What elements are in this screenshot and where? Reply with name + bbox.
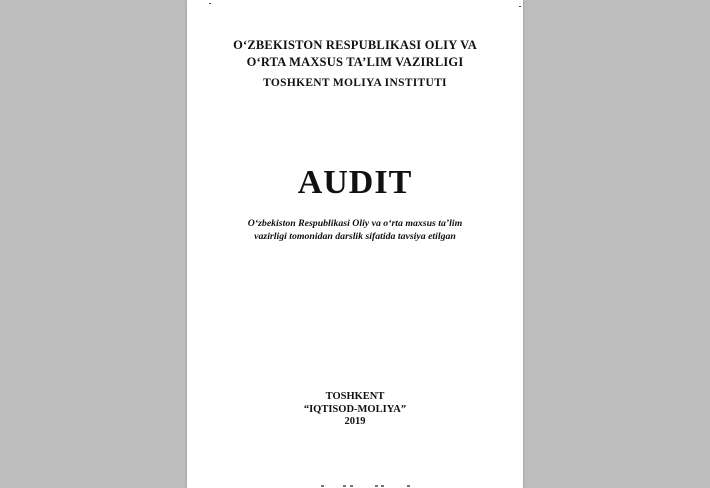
approval-line-1: O‘zbekiston Respublikasi Oliy va o‘rta maxsus ta’lim bbox=[247, 218, 463, 229]
imprint-year: 2019 bbox=[344, 416, 366, 427]
ministry-line-1: O‘ZBEKISTON RESPUBLIKASI OLIY VA bbox=[233, 38, 477, 52]
ministry-line-2: O‘RTA MAXSUS TA’LIM VAZIRLIGI bbox=[246, 55, 464, 69]
document-page bbox=[187, 0, 523, 488]
approval-note bbox=[187, 217, 523, 243]
imprint-city: TOSHKENT bbox=[325, 391, 385, 402]
imprint bbox=[187, 391, 523, 429]
book-title: AUDIT bbox=[297, 164, 413, 201]
scan-speck bbox=[519, 6, 521, 7]
institute-name: TOSHKENT MOLIYA INSTITUTI bbox=[263, 77, 447, 89]
next-page-text-fragment bbox=[317, 484, 417, 488]
imprint-publisher: “IQTISOD-MOLIYA” bbox=[303, 403, 407, 415]
scan-speck bbox=[209, 3, 211, 4]
approval-line-2: vazirligi tomonidan darslik sifatida tavsiya etilgan bbox=[254, 231, 456, 242]
ministry-heading bbox=[187, 37, 523, 71]
